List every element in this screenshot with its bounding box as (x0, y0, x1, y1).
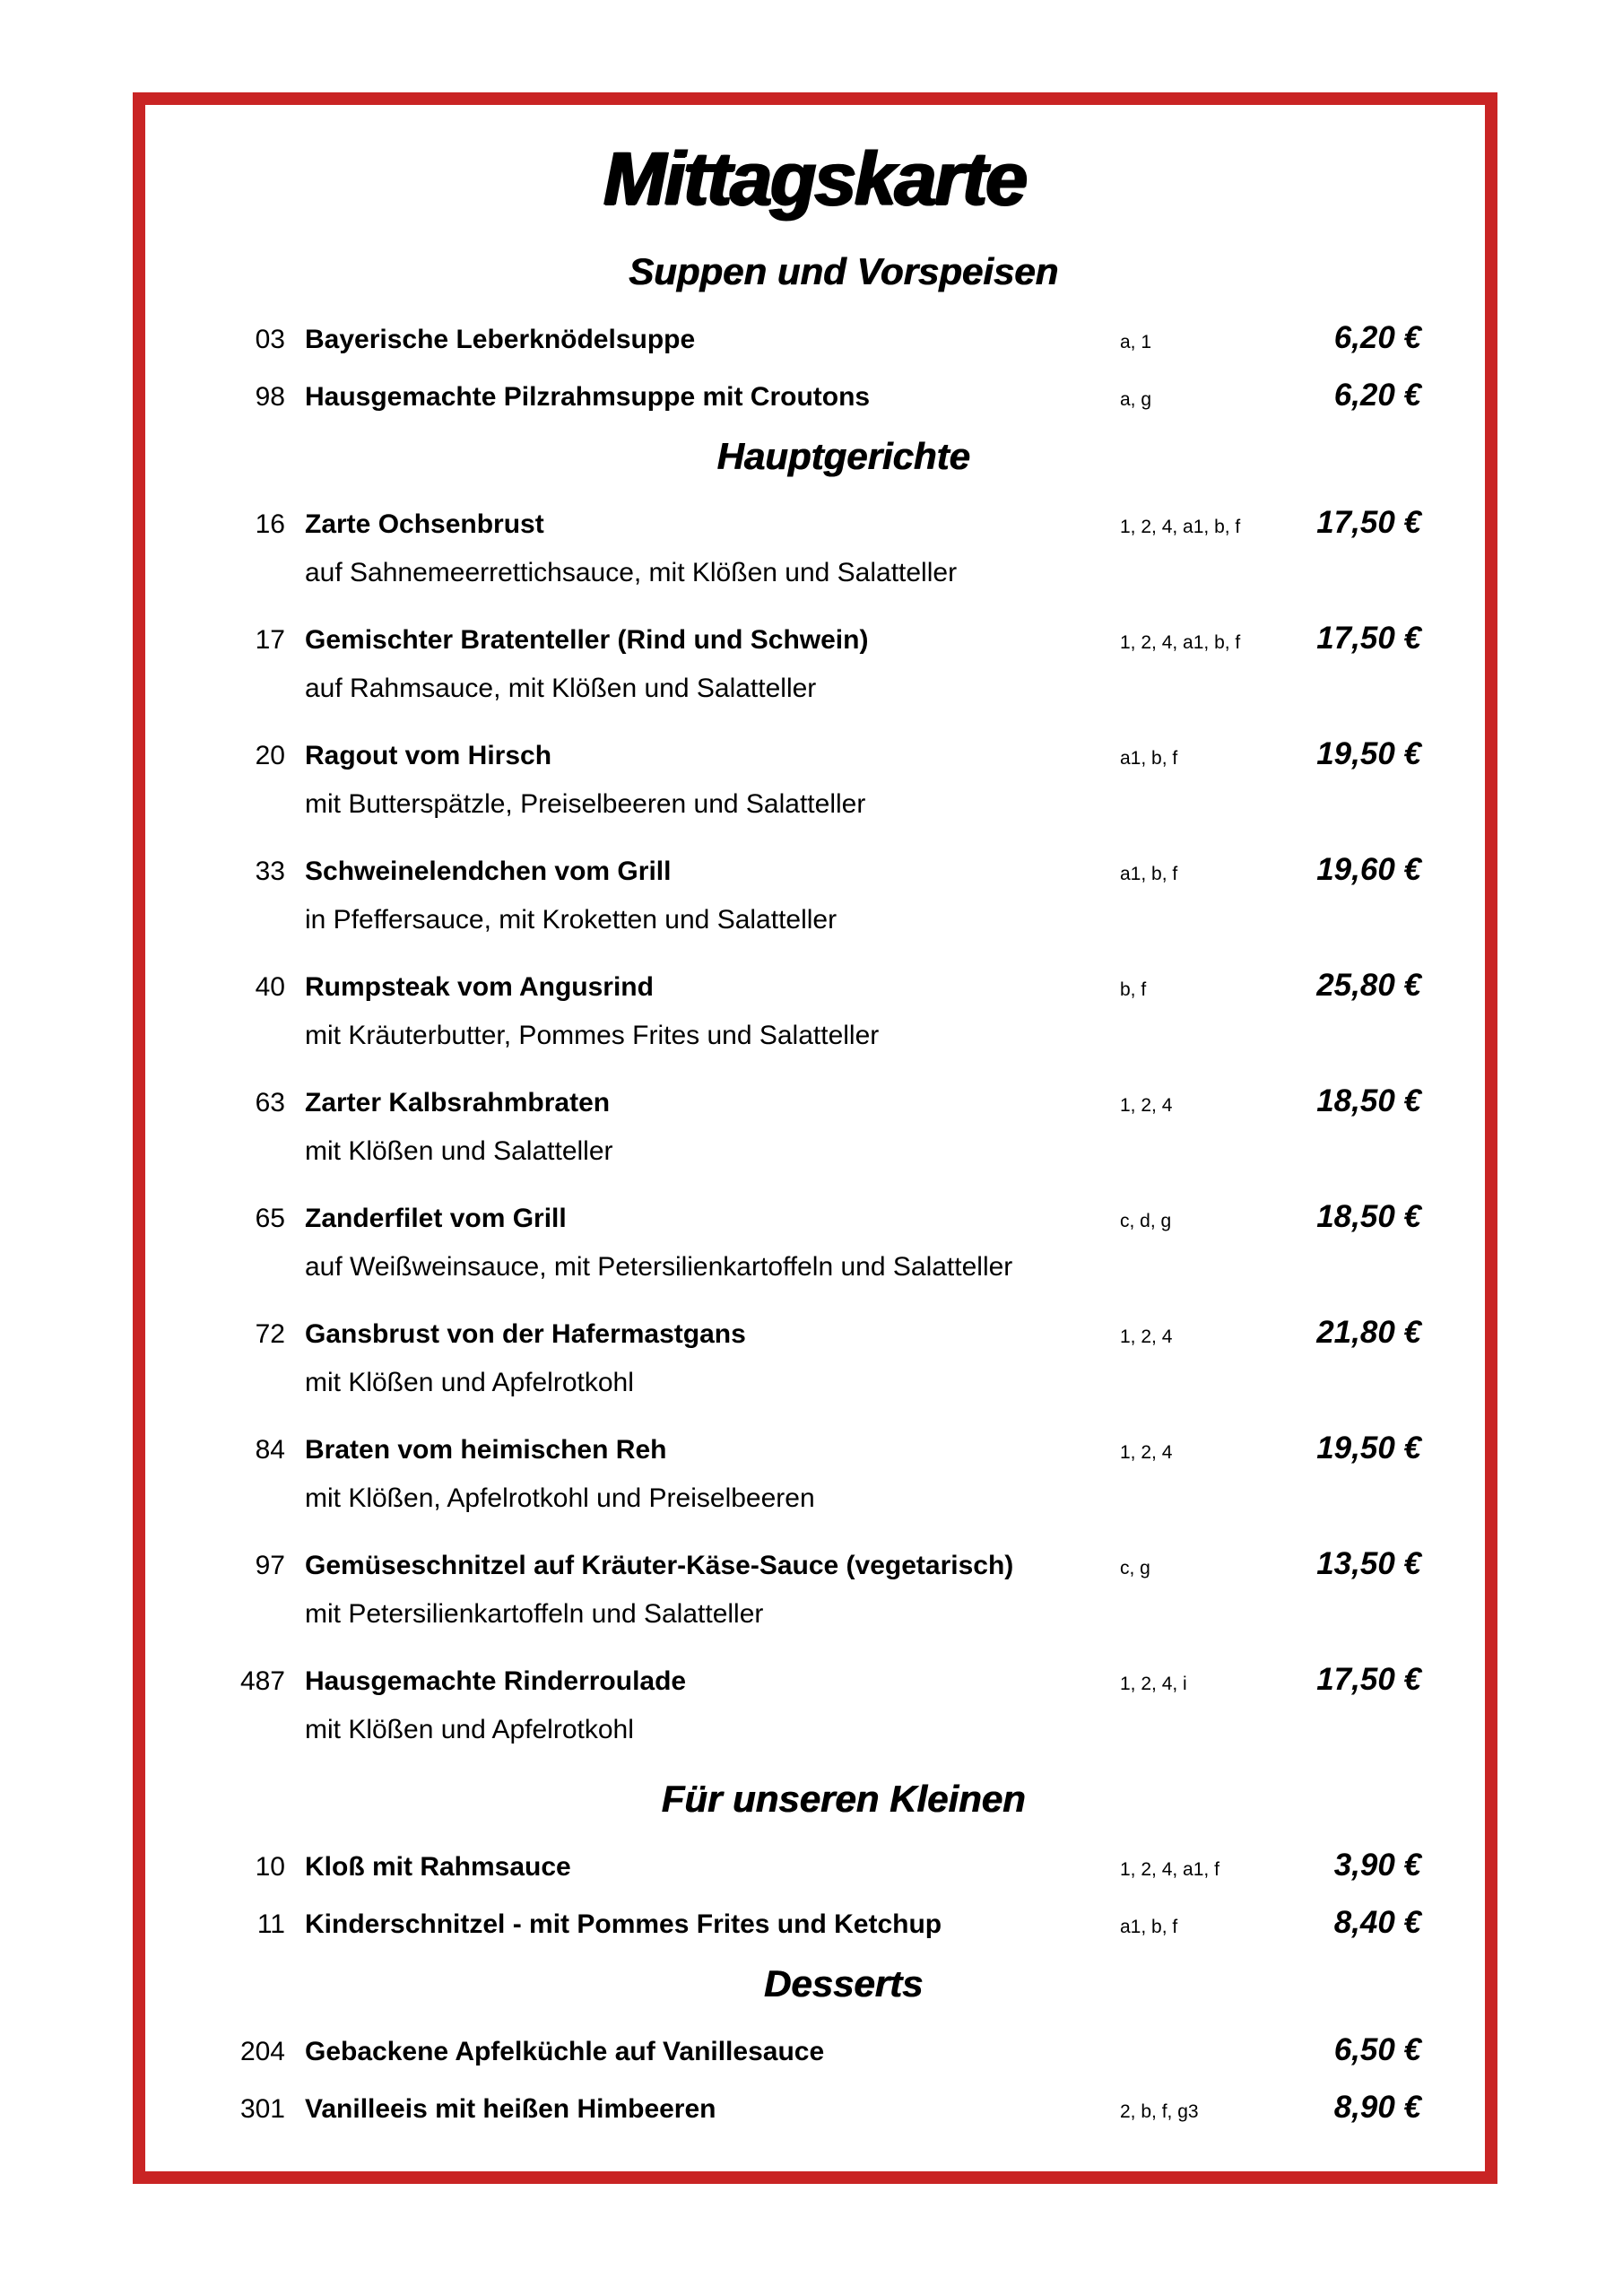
section-title: Hauptgerichte (716, 435, 970, 477)
menu-sections (208, 250, 1421, 2127)
menu-title: Mittagskarte (603, 136, 1026, 221)
menu-item (208, 1083, 1421, 1170)
menu-item (208, 378, 1421, 415)
menu-item-row (208, 378, 1421, 415)
item-allergen-codes: a, g (1120, 389, 1152, 410)
item-price: 17,50 € (1316, 505, 1421, 540)
item-number: 487 (239, 1666, 285, 1696)
item-name: Hausgemachte Pilzrahmsuppe mit Croutons (305, 382, 871, 412)
item-name: Schweinelendchen vom Grill (305, 857, 672, 886)
menu-item (208, 621, 1421, 707)
item-name: Vanilleeis mit heißen Himbeeren (305, 2094, 716, 2124)
item-number: 72 (255, 1319, 285, 1349)
menu-item-row (208, 2090, 1421, 2127)
item-allergen-codes: 1, 2, 4 (1120, 1442, 1173, 1463)
menu-item-row (208, 621, 1421, 658)
item-price: 8,90 € (1333, 2090, 1421, 2125)
item-allergen-codes: 1, 2, 4 (1120, 1326, 1173, 1347)
section-title: Für unseren Kleinen (661, 1778, 1026, 1820)
section-items (208, 505, 1421, 1748)
item-allergen-codes: a, 1 (1120, 332, 1152, 352)
item-name: Zanderfilet vom Grill (305, 1204, 567, 1233)
item-allergen-codes: a1, b, f (1120, 748, 1178, 769)
menu-item-row (208, 320, 1421, 358)
menu-item (208, 736, 1421, 822)
menu-item-row (208, 1905, 1421, 1943)
item-number: 40 (255, 972, 285, 1002)
menu-section-4 (208, 1962, 1421, 2127)
section-title: Suppen und Vorspeisen (628, 250, 1059, 292)
item-name: Gansbrust von der Hafermastgans (305, 1319, 746, 1349)
menu-item-row (208, 1199, 1421, 1237)
menu-item-row (208, 2032, 1421, 2070)
menu-item-row (208, 1431, 1421, 1468)
menu-item (208, 1546, 1421, 1632)
item-description: auf Weißweinsauce, mit Petersilienkartoffeln und Salatteller (305, 1252, 1013, 1282)
menu-item-row (208, 1083, 1421, 1121)
item-number: 16 (255, 509, 285, 539)
item-price: 25,80 € (1316, 968, 1421, 1003)
menu-section-2 (208, 435, 1421, 1748)
item-price: 6,50 € (1333, 2032, 1421, 2067)
item-name: Bayerische Leberknödelsuppe (305, 325, 696, 354)
item-description: mit Butterspätzle, Preiselbeeren und Salatteller (305, 789, 866, 819)
item-name: Zarter Kalbsrahmbraten (305, 1088, 611, 1118)
menu-item-row (208, 736, 1421, 774)
menu-item-row (208, 1662, 1421, 1700)
menu-section-3 (208, 1778, 1421, 1943)
item-number: 84 (255, 1435, 285, 1465)
section-title: Desserts (763, 1962, 924, 2005)
item-name: Braten vom heimischen Reh (305, 1435, 667, 1465)
item-price: 17,50 € (1316, 1662, 1421, 1697)
item-number: 11 (256, 1909, 285, 1939)
item-name: Gebackene Apfelküchle auf Vanillesauce (305, 2037, 825, 2066)
menu-item (208, 1662, 1421, 1748)
item-number: 65 (255, 1204, 285, 1233)
menu-item (208, 1848, 1421, 1885)
item-name: Kloß mit Rahmsauce (305, 1852, 571, 1882)
item-allergen-codes: 1, 2, 4, a1, b, f (1120, 632, 1241, 653)
item-allergen-codes: 1, 2, 4 (1120, 1095, 1173, 1116)
item-number: 98 (255, 382, 285, 412)
item-name: Ragout vom Hirsch (305, 741, 552, 770)
item-price: 8,40 € (1333, 1905, 1421, 1940)
item-number: 63 (255, 1088, 285, 1118)
item-allergen-codes: 2, b, f, g3 (1120, 2101, 1199, 2122)
menu-item-row (208, 1546, 1421, 1584)
item-description: mit Kräuterbutter, Pommes Frites und Salatteller (305, 1021, 880, 1050)
section-items (208, 320, 1421, 415)
item-description: auf Sahnemeerrettichsauce, mit Klößen und Salatteller (305, 558, 958, 587)
item-allergen-codes: a1, b, f (1120, 864, 1178, 884)
menu-item (208, 852, 1421, 938)
item-description: mit Klößen und Apfelrotkohl (305, 1368, 634, 1397)
item-name: Gemüseschnitzel auf Kräuter-Käse-Sauce (vegetarisch) (305, 1551, 1014, 1580)
menu-item (208, 1905, 1421, 1943)
item-description: mit Petersilienkartoffeln und Salatteller (305, 1599, 764, 1629)
item-allergen-codes: 1, 2, 4, a1, b, f (1120, 517, 1241, 537)
item-description: mit Klößen, Apfelrotkohl und Preiselbeeren (305, 1483, 815, 1513)
item-description: in Pfeffersauce, mit Kroketten und Salatteller (305, 905, 838, 935)
menu-section-1 (208, 250, 1421, 415)
item-allergen-codes: 1, 2, 4, i (1120, 1674, 1187, 1694)
item-number: 97 (255, 1551, 285, 1580)
menu-item (208, 1315, 1421, 1401)
item-price: 19,50 € (1316, 1431, 1421, 1465)
item-name: Hausgemachte Rinderroulade (305, 1666, 687, 1696)
item-price: 6,20 € (1333, 378, 1421, 413)
item-price: 18,50 € (1316, 1199, 1421, 1234)
item-allergen-codes: c, g (1120, 1558, 1150, 1578)
menu-item-row (208, 1848, 1421, 1885)
menu-item-row (208, 1315, 1421, 1352)
item-allergen-codes: a1, b, f (1120, 1917, 1178, 1937)
item-number: 33 (255, 857, 285, 886)
item-description: mit Klößen und Apfelrotkohl (305, 1715, 634, 1744)
item-price: 19,60 € (1316, 852, 1421, 887)
item-name: Zarte Ochsenbrust (305, 509, 544, 539)
item-price: 21,80 € (1316, 1315, 1421, 1350)
item-description: mit Klößen und Salatteller (305, 1136, 613, 1166)
item-name: Gemischter Bratenteller (Rind und Schwein) (305, 625, 869, 655)
menu-item (208, 2032, 1421, 2070)
item-price: 18,50 € (1316, 1083, 1421, 1118)
section-items (208, 2032, 1421, 2127)
menu-item-row (208, 505, 1421, 543)
menu-item (208, 2090, 1421, 2127)
item-price: 6,20 € (1333, 320, 1421, 355)
item-price: 19,50 € (1316, 736, 1421, 771)
item-name: Rumpsteak vom Angusrind (305, 972, 654, 1002)
menu-item (208, 505, 1421, 591)
section-items (208, 1848, 1421, 1943)
menu-item (208, 320, 1421, 358)
menu-item (208, 1431, 1421, 1517)
item-name: Kinderschnitzel - mit Pommes Frites und Ketchup (305, 1909, 942, 1939)
item-price: 13,50 € (1316, 1546, 1421, 1581)
item-number: 301 (239, 2094, 285, 2124)
menu-item (208, 968, 1421, 1054)
item-price: 3,90 € (1333, 1848, 1421, 1883)
item-description: auf Rahmsauce, mit Klößen und Salatteller (305, 674, 817, 703)
item-number: 20 (255, 741, 285, 770)
item-number: 10 (255, 1852, 285, 1882)
menu-red-frame (133, 92, 1497, 2184)
item-allergen-codes: b, f (1120, 979, 1147, 1000)
item-price: 17,50 € (1316, 621, 1421, 656)
item-allergen-codes: 1, 2, 4, a1, f (1120, 1859, 1219, 1880)
menu-item (208, 1199, 1421, 1285)
item-number: 17 (255, 625, 285, 655)
item-number: 03 (255, 325, 285, 354)
menu-item-row (208, 968, 1421, 1005)
item-allergen-codes: c, d, g (1120, 1211, 1172, 1231)
menu-item-row (208, 852, 1421, 890)
item-number: 204 (239, 2037, 285, 2066)
